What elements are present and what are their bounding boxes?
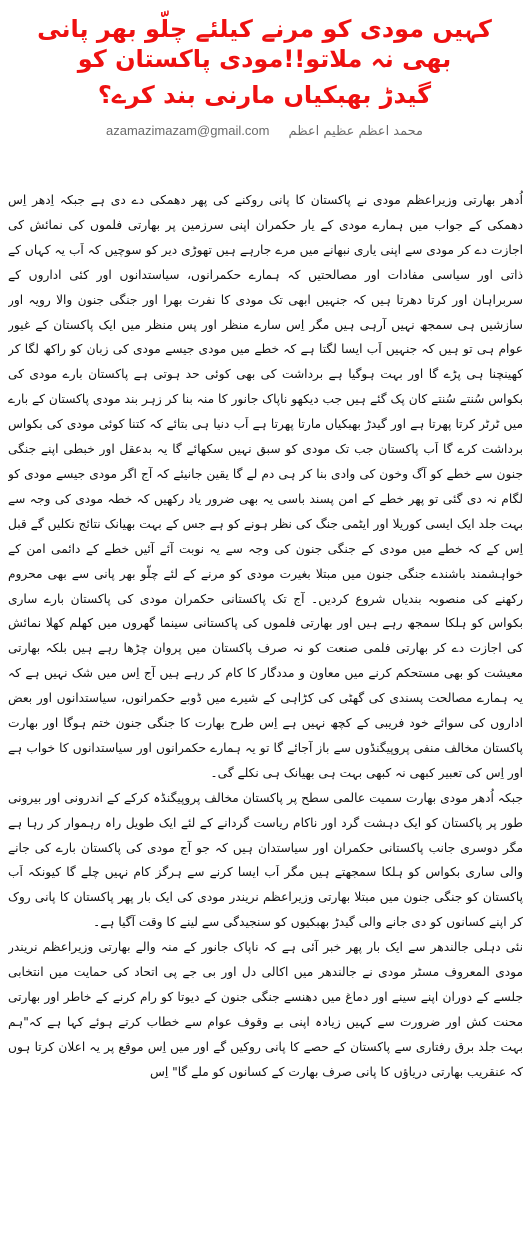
author-name: محمد اعظم عظیم اعظم — [288, 124, 424, 139]
article-paragraph-2: جبکہ اُدھر مودی بھارت سمیت عالمی سطح پر پاکستان مخالف پروپیگنڈہ کرکے کے اندرونی اور بیرونی طور پر پاکستان کو ایک دہشت گرد اور ناکام ریاست گردانے کے لئے ایک طویل راہ رہموار کر رہا ہے مگر دوسری جانب پاکستانی حکمران اور سیاستدان ہیں کہ جو آج مودی کی پاکستان بارے کی جانے والی ساری بکواس کو ہلکا سمجھتے ہیں مگر اَب ایسا کرنے سے ہرگز کام نہیں چلے گا کیونکہ اَب پاکستان کو جنگی جنون میں مبتلا بھارتی وزیراعظم نریندر مودی کی ایک بار پھر پاکستان کا پانی روک کر اپنے کسانوں کو دی جانے والی گیدڑ بھبکیوں کو سنجیدگی سے لینے کا وقت آگیا ہے۔ — [8, 790, 523, 930]
article-title-line-1: کہیں مودی کو مرنے کیلئے چلّو بھر پانی بھی نہ ملاتو!!مودی پاکستان کو — [37, 15, 492, 73]
article-paragraph-3: نئی دہلی جالندھر سے ایک بار پھر خبر آئی ہے کہ ناپاک جانور کے منہ والے بھارتی وزیراعظم نریندر مودی المعروف مسٹر مودی نے جالندھر میں اکالی دل اور بی جے پی اتحاد کی حمایت میں انتخابی جلسے کے دوران اپنے سینے اور دماغ میں دھنسے جنگی جنون کے دیوتا کو رام کرنے کے خاطر اور بھارتی محنت کش اور ضرورت سے کہیں زیادہ اپنی بے وقوف عوام سے خطاب کرتے ہوئے کہا ہے کہ"ہم بہت جلد برق رفتاری سے پاکستان کے حصے کا پانی روکیں گے اور میں اِس موقع پر یہ اعلان کرتا ہوں کہ عنقریب بھارتی دریاؤں کا پانی صرف بھارت کے کسانوں کو ملے گا" اِس — [8, 940, 523, 1079]
byline — [0, 120, 529, 139]
author-email: azamazimazam@gmail.com — [105, 123, 270, 138]
article-paragraph-1: اُدھر بھارتی وزیراعظم مودی نے پاکستان کا پانی روکنے کی پھر دھمکی دے دی ہے جبکہ اِدھر اِس دھمکی کے جواب میں ہمارے مودی کے یار حکمران اپنی سرزمین پر بھارتی فلموں کی نمائش کی اجازت دے کر مودی سے اپنی یاری نبھانے میں مرے جارہے ہیں تھوڑی دیر کو سوچیں کہ اَب یہ کہاں کے ذاتی اور سیاسی مفادات اور مصالحتیں کہ ہمارے حکمرانوں، سیاستدانوں اور کئی اداروں کے سربراہان اور کرتا دھرتا ہیں کہ جنہیں ابھی تک مودی کا نفرت بھرا اور جنگی جنون والا رویہ اور سازشیں ہی سمجھ نہیں آرہی ہیں مگر اِس سارے منظر اور پس منظر میں ایک پاکستان کے غیور عوام ہی تو ہیں کہ جنہیں اَب ایسا لگتا ہے کہ خطے میں مودی جیسے مودی کی زبان کو راکھ لگا کر کھینچنا ہی پڑے گا اور بہت ہوگیا ہے برداشت کی بھی کوئی حد ہوتی ہے پاکستان بارے مودی کی بکواس سُنتے سُنتے کان پک گئے ہیں جب دیکھو ناپاک جانور کا منہ بنا کر زہر بند مودی پاکستان کے بارے میں ٹرٹر کرتا پھرتا ہے اور گیدڑ بھبکیاں مارتا پھرتا ہے اَب دنیا ہی بتائے کہ کتنا کوئی مودی کی بکواس برداشت کرے گا اَب پاکستان جب تک مودی کو سبق نہیں سکھائے گا یہ بدعقل اور خبطی اپنے جنگی جنون سے خطے کو آگ وخون کی وادی بنا کر ہی دم لے گا یقین جانیئے کہ آج اگر مودی جیسے مودی کو لگام نہ دی گئی تو پھر خطے کے امن پسند باسی یہ بھی ضرور یاد رکھیں کہ خطہ مودی کی وجہ سے بہت جلد ایک ایسی کوریلا اور ایٹمی جنگ کی نظر ہونے کو ہے جس کے بہت بھیانک نتائج نکلیں گے قبل اِس کے کہ خطے میں مودی کے جنگی جنون کی وجہ سے یہ نوبت آئے آئیں خطے کے دائمی امن کے خواہشمند باشندے جنگی جنون میں مبتلا بغیرت مودی کو مرنے کے لئے چلّو بھر پانی سے بھی محروم رکھنے کی منصوبہ بندیاں شروع کردیں۔ آج تک پاکستانی حکمران مودی کی پاکستان بارے ساری بکواس کو ہلکا سمجھ رہے ہیں اور بھارتی فلموں کی پاکستانی سینما گھروں میں کھلم کھلا نمائش کی اجازت دے کر بھارتی فلمی صنعت کو نہ صرف پاکستان میں پروان چڑھا رہے ہیں بلکہ بھارتی معیشت کو بھی مستحکم کرنے میں معاون و مددگار کا کام کر رہے ہیں آج اِس میں شک نہیں ہے کہ یہ ہمارے مصالحت پسندی کی گھٹی کی کڑاہی کے شیرے میں ڈوبے حکمرانوں، سیاستدانوں اور بعض اداروں کی سوائے خود فریبی کے کچھ نہیں ہے اِس طرح بھارت کا جنگی جنون ختم ہوگا اور بھارت پاکستان مخالف منفی پروپیگنڈوں سے باز آجائے گا تو یہ ہمارے حکمرانوں اور سیاستدانوں کا خواب ہے اور اِس کی تعبیر کبھی نہ کبھی بہت ہی بھیانک ہی نکلے گی۔ — [8, 193, 523, 780]
article-body — [8, 188, 523, 1252]
article-title-line-2: گیدڑ بھبکیاں مارنی بند کرے؟ — [97, 81, 432, 109]
